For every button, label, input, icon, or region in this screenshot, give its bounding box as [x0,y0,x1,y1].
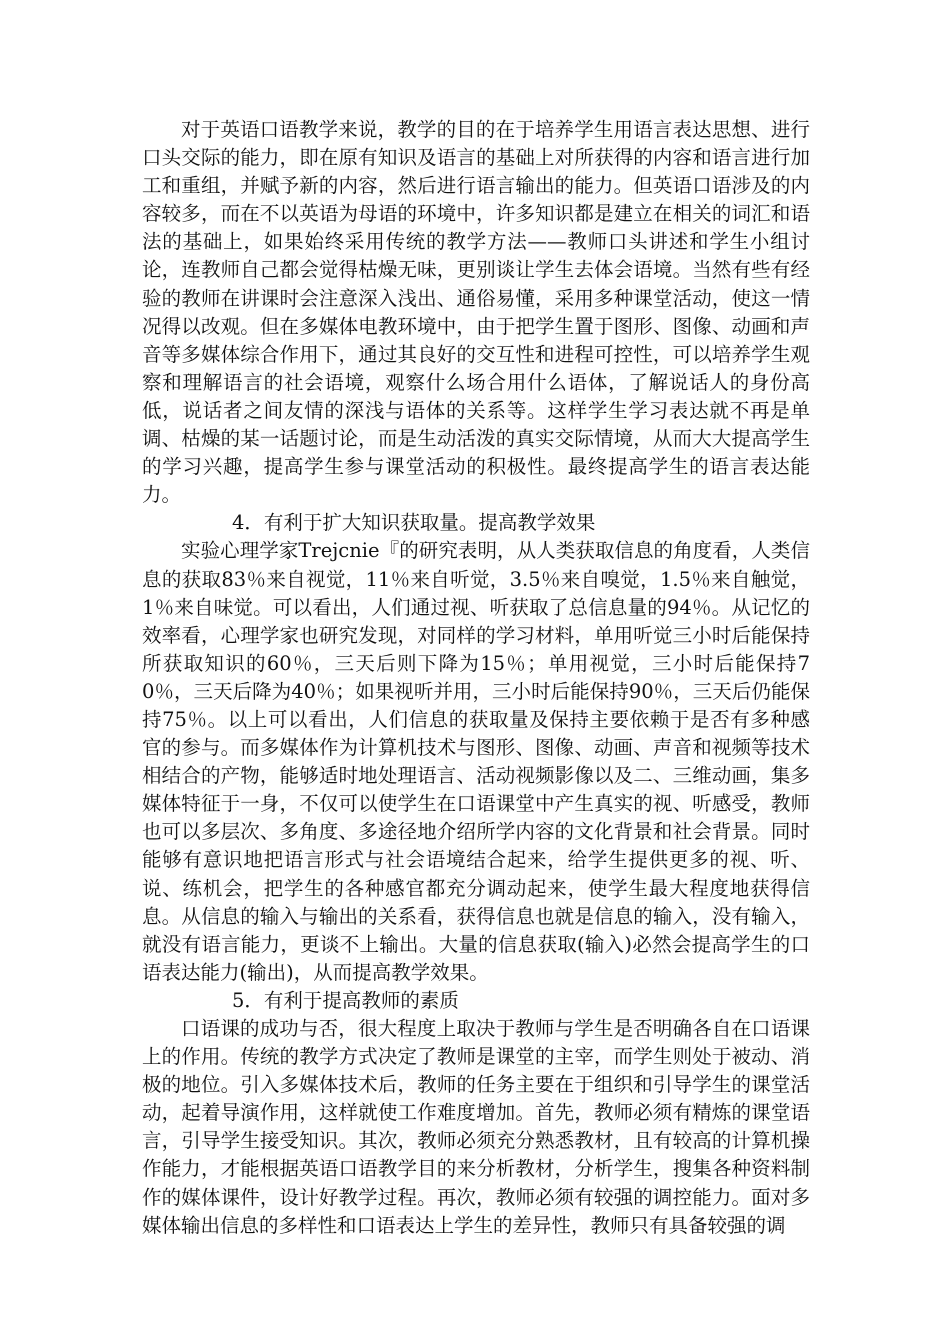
section-heading-4: 4．有利于扩大知识获取量。提高教学效果 [232,511,596,535]
paragraph-teacher-quality: 口语课的成功与否，很大程度上取决于教师与学生是否明确各自在口语课上的作用。传统的教学方式决定了教师是课堂的主宰，而学生则处于被动、消极的地位。引入多媒体技术后，教师的任务主要在于组织和引导学生的课堂活动，起着导演作用，这样就使工作难度增加。首先，教师必须有精炼的课堂语言，引导学生接受知识。其次，教师必须充分熟悉教材，且有较高的计算机操作能力，才能根据英语口语教学目的来分析教材，分析学生，搜集各种资料制作的媒体课件，设计好教学过程。再次，教师必须有较强的调控能力。面对多媒体输出信息的多样性和口语表达上学生的差异性，教师只有具备较强的调 [142,1017,810,1237]
body-text [142,116,810,1240]
section-heading-5: 5．有利于提高教师的素质 [232,988,459,1012]
paragraph-oral-teaching: 对于英语口语教学来说，教学的目的在于培养学生用语言表达思想、进行口头交际的能力，即在原有知识及语言的基础上对所获得的内容和语言进行加工和重组，并赋予新的内容，然后进行语言输出的能力。但英语口语涉及的内容较多，而在不以英语为母语的环境中，许多知识都是建立在相关的词汇和语法的基础上，如果始终采用传统的教学方法——教师口头讲述和学生小组讨论，连教师自己都会觉得枯燥无味，更别谈让学生去体会语境。当然有些有经验的教师在讲课时会注意深入浅出、通俗易懂，采用多种课堂活动，使这一情况得以改观。但在多媒体电教环境中，由于把学生置于图形、图像、动画和声音等多媒体综合作用下，通过其良好的交互性和进程可控性，可以培养学生观察和理解语言的社会语境，观察什么场合用什么语体，了解说话人的身份高低，说话者之间友情的深浅与语体的关系等。这样学生学习表达就不再是单调、枯燥的某一话题讨论，而是生动活泼的真实交际情境，从而大大提高学生的学习兴趣，提高学生参与课堂活动的积极性。最终提高学生的语言表达能力。 [142,118,810,507]
paragraph-information-acquisition: 实验心理学家Trejcnie『的研究表明，从人类获取信息的角度看，人类信息的获取83％来自视觉，11％来自听觉，3.5％来自嗅觉，1.5％来自触觉，1％来自味觉。可以看出，人们通过视、听获取了总信息量的94％。从记忆的效率看，心理学家也研究发现，对同样的学习材料，单用听觉三小时后能保持所获取知识的60％，三天后则下降为15％；单用视觉，三小时后能保持70％，三天后降为40％；如果视听并用，三小时后能保持90％，三天后仍能保持75％。以上可以看出，人们信息的获取量及保持主要依赖于是否有多种感官的参与。而多媒体作为计算机技术与图形、图像、动画、声音和视频等技术相结合的产物，能够适时地处理语言、活动视频影像以及二、三维动画，集多媒体特征于一身，不仅可以使学生在口语课堂中产生真实的视、听感受，教师也可以多层次、多角度、多途径地介绍所学内容的文化背景和社会背景。同时能够有意识地把语言形式与社会语境结合起来，给学生提供更多的视、听、说、练机会，把学生的各种感官都充分调动起来，使学生最大程度地获得信息。从信息的输入与输出的关系看，获得信息也就是信息的输入，没有输入，就没有语言能力，更谈不上输出。大量的信息获取(输入)必然会提高学生的口语表达能力(输出)，从而提高教学效果。 [142,539,810,984]
